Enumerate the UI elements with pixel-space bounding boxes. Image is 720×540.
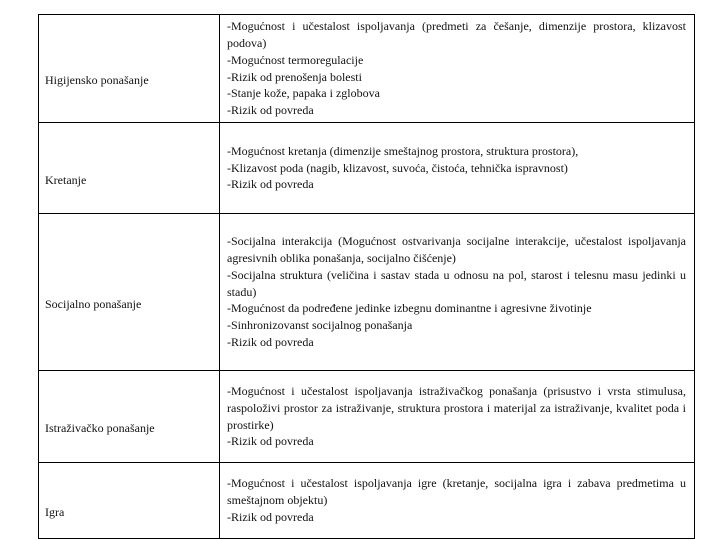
table-row xyxy=(39,123,695,214)
description-line: -Mogućnost da podređene jedinke izbegnu dominantne i agresivne životinje xyxy=(227,301,592,316)
row-label: Higijensko ponašanje xyxy=(45,73,149,88)
row-description-cell xyxy=(220,463,695,539)
description-line: -Socijalna interakcija (Mogućnost ostvarivanja socijalne interakcije, učestalost ispoljavanja agresivnih oblika ponašanja, socijalno čišćenje) xyxy=(227,234,686,265)
table-row xyxy=(39,214,695,371)
description-line: -Rizik od povreda xyxy=(227,434,314,449)
table-row xyxy=(39,371,695,463)
description-line: -Rizik od povreda xyxy=(227,509,314,524)
row-label-cell xyxy=(39,123,220,214)
description-line: -Rizik od povreda xyxy=(227,177,314,192)
row-label: Kretanje xyxy=(45,172,87,187)
description-line: -Mogućnost i učestalost ispoljavanja istraživačkog ponašanja (prisustvo i vrsta stimulusa, raspoloživi prostor za istraživanje, struktura prostora i materijal za istraživanje, kvalitet poda i prostirke) xyxy=(227,383,686,432)
description-line: -Stanje kože, papaka i zglobova xyxy=(227,86,380,101)
row-label-cell xyxy=(39,463,220,539)
description-line: -Rizik od prenošenja bolesti xyxy=(227,69,362,84)
row-label-cell xyxy=(39,371,220,463)
description-line: -Rizik od povreda xyxy=(227,334,314,349)
row-description-cell xyxy=(220,371,695,463)
description-line: -Mogućnost i učestalost ispoljavanja (predmeti za češanje, dimenzije prostora, klizavost podova) xyxy=(227,19,686,50)
description-line: -Mogućnost i učestalost ispoljavanja igre (kretanje, socijalna igra i zabava predmetima u smeštajnom objektu) xyxy=(227,476,686,508)
description-line: -Rizik od povreda xyxy=(227,103,314,118)
row-description-cell xyxy=(220,15,695,123)
table-row xyxy=(39,463,695,539)
row-label-cell xyxy=(39,15,220,123)
row-description-cell xyxy=(220,123,695,214)
row-label: Igra xyxy=(45,505,65,520)
description-line: -Klizavost poda (nagib, klizavost, suvoća, čistoća, tehnička ispravnost) xyxy=(227,160,568,175)
row-label: Socijalno ponašanje xyxy=(45,296,142,311)
description-line: -Sinhronizovanst socijalnog ponašanja xyxy=(227,318,413,333)
description-line: -Socijalna struktura (veličina i sastav stada u odnosu na pol, starost i telesnu masu jedinki u stadu) xyxy=(227,267,686,299)
row-label-cell xyxy=(39,214,220,371)
table-row xyxy=(39,15,695,123)
behavior-table xyxy=(38,14,695,539)
row-description-cell xyxy=(220,214,695,371)
row-label: Istraživačko ponašanje xyxy=(45,421,155,436)
description-line: -Mogućnost termoregulacije xyxy=(227,52,364,67)
description-line: -Mogućnost kretanja (dimenzije smeštajnog prostora, struktura prostora), xyxy=(227,143,579,158)
